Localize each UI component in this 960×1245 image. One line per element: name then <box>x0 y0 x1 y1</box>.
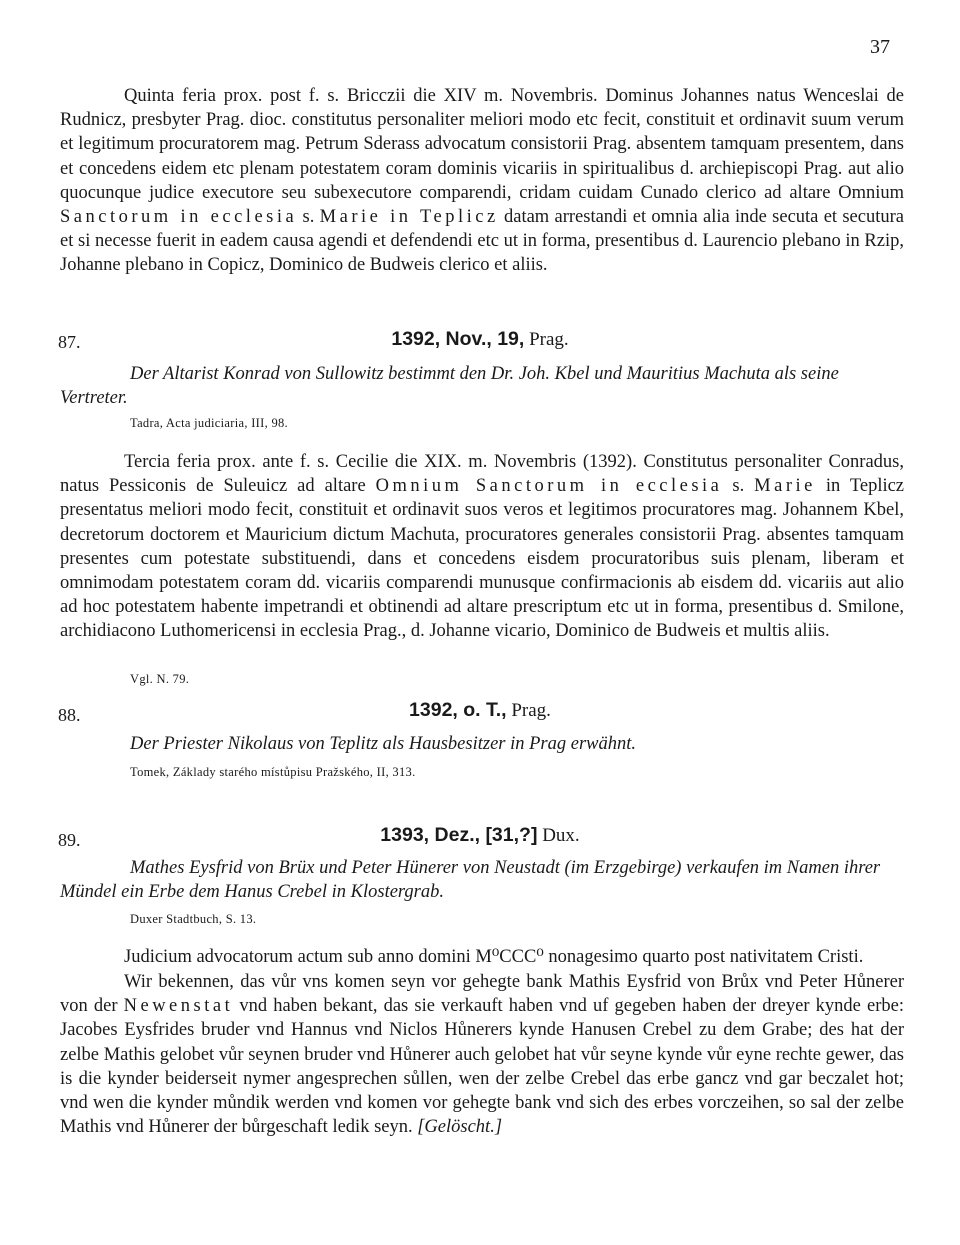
entry-89-text-2: vnd haben bekant, das sie verkauft haben vnd uf gegeben haben der dreyer kynde erbe: Jacobes Eysfrides bruder vnd Hannus vnd Niclos Hůnerers kynde Hanusen Crebel zu dem Grabe; des hat der zelbe Mathis gelobet vůr seynen bruder vnd Hůnerer auch gelobet hat vůr seyne kynde vůr eyne rechte gewer, das is die kynder beiderseit nymer angesprechen sůllen, wen der zelbe Crebel das erbe gancz vnd gar beczalet hot; vnd wen die kynder můndik werden vnd komen vor gehegte bank vnd sich des erbes vorczeihen, so sal der zelbe Mathis vnd Hůnerer der bůrgeschaft ledik seyn. <box>60 996 904 1138</box>
intro-text-2: s. <box>297 207 320 228</box>
entry-88-heading <box>0 699 960 722</box>
entry-87-regest <box>60 362 900 410</box>
entry-87-text-1: Tercia feria prox. ante f. s. Cecilie die XIX. m. Novembris (1392). Constitutus personaliter Conradus, natus Pessiconis de Suleuicz ad altare <box>60 452 904 497</box>
entry-88-number: 88. <box>58 705 81 725</box>
entry-88-place: Prag. <box>506 700 551 721</box>
page-number: 37 <box>870 36 890 58</box>
entry-89-heading-line <box>60 945 904 969</box>
entry-89-body <box>60 970 904 1139</box>
entry-87-body <box>60 450 904 644</box>
entry-87-text-2: s. <box>722 476 755 497</box>
entry-89-regest <box>60 856 900 904</box>
entry-89-note: [Gelöscht.] <box>417 1117 503 1138</box>
entry-87-spaced-1: Omnium Sanctorum in ecclesia <box>375 476 723 497</box>
entry-87-regest-text: Der Altarist Konrad von Sullowitz bestimmt den Dr. Joh. Kbel und Mauritius Machuta als seine Vertreter. <box>60 364 839 408</box>
entry-87-number: 87. <box>58 332 81 352</box>
entry-89-heading <box>0 824 960 847</box>
entry-87-heading <box>0 328 960 351</box>
entry-87-spaced-2: Marie <box>754 476 816 497</box>
entry-87-reference: Vgl. N. 79. <box>130 672 190 686</box>
intro-paragraph <box>60 84 904 278</box>
entry-89-number: 89. <box>58 830 81 850</box>
entry-89-text-1: Wir bekennen, das vůr vns komen seyn vor gehegte bank Mathis Eysfrid von Brůx vnd Peter Hůnerer von der <box>60 972 904 1017</box>
entry-89-spaced-1: Newenstat <box>123 996 234 1017</box>
entry-88-date: 1392, o. T., <box>409 699 507 721</box>
entry-87-place: Prag. <box>524 329 569 350</box>
entry-89-line-1: Judicium advocatorum actum sub anno domini M⁰CCC⁰ nonagesimo quarto post nativitatem Cristi. <box>124 947 864 967</box>
entry-89-source: Duxer Stadtbuch, S. 13. <box>130 912 257 926</box>
entry-88-source: Tomek, Základy starého místůpisu Pražského, II, 313. <box>130 765 416 779</box>
entry-88-regest-text: Der Priester Nikolaus von Teplitz als Hausbesitzer in Prag erwähnt. <box>130 734 637 754</box>
intro-spaced-2: Marie in Teplicz <box>319 207 499 228</box>
entry-87-source: Tadra, Acta judiciaria, III, 98. <box>130 416 288 430</box>
entry-89-regest-text: Mathes Eysfrid von Brüx und Peter Hünerer von Neustadt (im Erzgebirge) verkaufen im Namen ihrer Mündel ein Erbe dem Hanus Crebel in Klostergrab. <box>60 858 881 902</box>
intro-text-1: Quinta feria prox. post f. s. Bricczii die XIV m. Novembris. Dominus Johannes natus Wenceslai de Rudnicz, presbyter Prag. dioc. constitutus personaliter meliori modo etc fecit, constituit et ordinavit suum verum et legitimum procuratorem mag. Petrum Sderass advocatum consistorii Prag. absentem tamquam presentem, dans et concedens eidem etc plenam potestatem coram dominis vicariis in spiritualibus d. archiepiscopi Prag. aut alio quocunque judice executore seu subexecutore comparendi, cridam cuidam Cunado clerico ad altare Omnium <box>60 86 904 203</box>
entry-89-place: Dux. <box>537 825 580 846</box>
intro-spaced-1: Sanctorum in ecclesia <box>60 207 298 228</box>
entry-87-date: 1392, Nov., 19, <box>391 328 525 350</box>
intro-text-3: datam arrestandi et omnia alia inde secuta et secutura et si necesse fuerit in eadem causa agendi et defendendi etc ut in forma, presentibus d. Laurencio plebano in Rzip, Johanne plebano in Copicz, Dominico de Budweis clerico et aliis. <box>60 207 904 276</box>
entry-87-text-3: in Teplicz presentatus meliori modo fecit, constituit et ordinavit suos veros et legitimos procuratores mag. Johannem Kbel, decretorum doctorem et Mauricium dictum Machuta, procuratores generales consistorii Prag. absentes tamquam presentes cum potestate substituendi, dans et concedens eisdem procuratoribus suis plenam, liberam et omnimodam potestatem coram dd. vicariis comparendi munusque confirmacionis ab eisdem dd. vicariis aut alio ad hoc potestatem habente impetrandi et obtinendi ad altare prescriptum etc ut in forma, presentibus d. Smilone, archidiacono Luthomericensi in ecclesia Prag., d. Johanne vicario, Dominico de Budweis et multis aliis. <box>60 476 905 642</box>
entry-88-regest <box>60 732 900 756</box>
entry-89-date: 1393, Dez., [31,?] <box>380 824 538 846</box>
